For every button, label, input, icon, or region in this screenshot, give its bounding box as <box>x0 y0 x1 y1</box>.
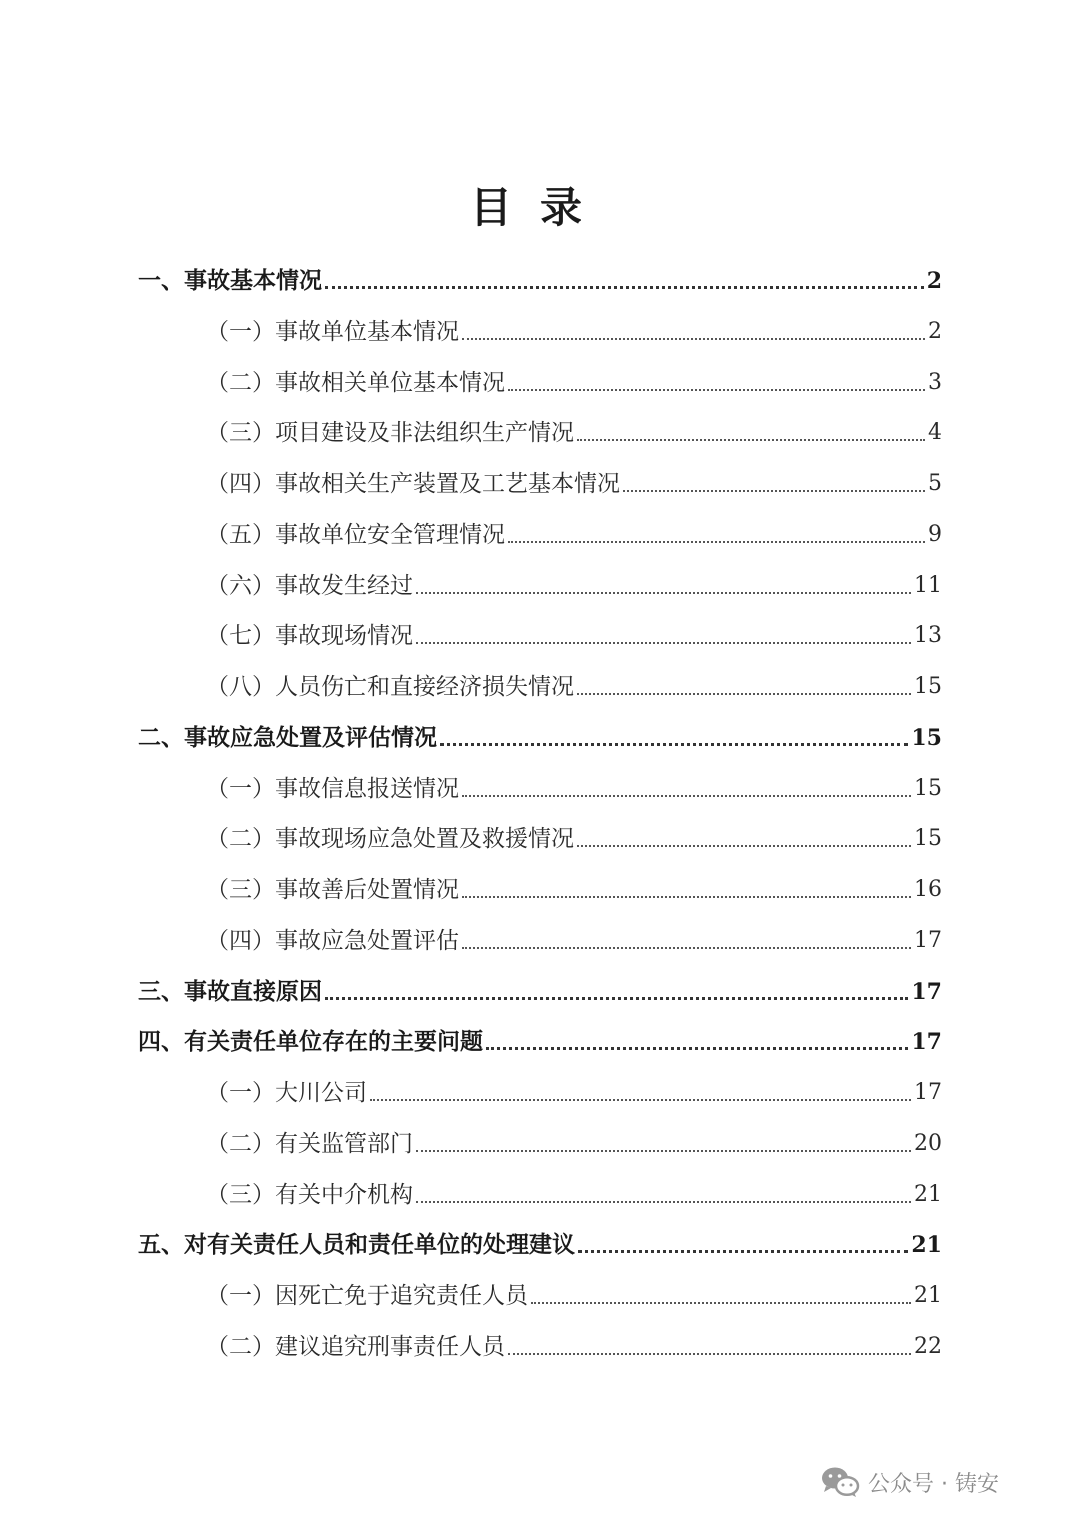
toc-dot-leader <box>462 795 911 797</box>
toc-entry-title: （四）事故相关生产装置及工艺基本情况 <box>206 471 620 497</box>
toc-dot-leader <box>416 592 911 594</box>
toc-entry[interactable] <box>206 1127 942 1161</box>
toc-entry[interactable] <box>138 975 942 1009</box>
toc-dot-leader <box>462 338 925 340</box>
toc-page-number: 15 <box>911 725 942 751</box>
toc-entry-title: 四、有关责任单位存在的主要问题 <box>138 1028 483 1055</box>
toc-dot-leader <box>486 1047 908 1050</box>
toc-entry[interactable] <box>138 1228 942 1262</box>
toc-entry[interactable] <box>206 772 942 806</box>
toc-page-number: 4 <box>928 420 942 445</box>
toc-entry-title: （三）项目建设及非法组织生产情况 <box>206 420 574 446</box>
wechat-icon <box>820 1465 860 1499</box>
toc-page-number: 16 <box>914 877 942 902</box>
toc-page-number: 17 <box>911 979 942 1005</box>
toc-dot-leader <box>462 896 911 898</box>
toc-entry-title: （一）事故单位基本情况 <box>206 319 459 345</box>
toc-entry[interactable] <box>206 416 942 450</box>
toc-dot-leader <box>325 997 908 1000</box>
toc-entry-title: （二）事故现场应急处置及救援情况 <box>206 826 574 852</box>
toc-page-number: 20 <box>914 1131 942 1156</box>
toc-entry-title: （七）事故现场情况 <box>206 623 413 649</box>
toc-entry-title: （二）事故相关单位基本情况 <box>206 370 505 396</box>
toc-page-number: 21 <box>914 1182 942 1207</box>
toc-dot-leader <box>578 1250 908 1253</box>
toc-dot-leader <box>416 1150 911 1152</box>
toc-entry[interactable] <box>206 619 942 653</box>
toc-dot-leader <box>577 693 911 695</box>
toc-page-number: 3 <box>928 370 942 395</box>
toc-dot-leader <box>370 1099 911 1101</box>
toc-page-number: 15 <box>914 674 942 699</box>
toc-entry-title: （二）有关监管部门 <box>206 1131 413 1157</box>
toc-entry[interactable] <box>206 315 942 349</box>
toc-page-number: 5 <box>928 471 942 496</box>
toc-entry[interactable] <box>206 873 942 907</box>
toc-dot-leader <box>508 1353 911 1355</box>
toc-dot-leader <box>325 286 924 289</box>
page-title: 目录 <box>469 183 610 232</box>
toc-entry[interactable] <box>206 1330 942 1364</box>
watermark-text: 公众号 · 铸安 <box>868 1471 999 1497</box>
toc-dot-leader <box>508 541 925 543</box>
toc-entry[interactable] <box>206 518 942 552</box>
toc-entry[interactable] <box>206 366 942 400</box>
toc-page-number: 15 <box>914 826 942 851</box>
toc-entry[interactable] <box>138 1025 942 1059</box>
toc-entry-title: （五）事故单位安全管理情况 <box>206 522 505 548</box>
toc-dot-leader <box>416 642 911 644</box>
toc-page-number: 21 <box>911 1232 942 1258</box>
toc-entry-title: （四）事故应急处置评估 <box>206 928 459 954</box>
toc-entry-title: （一）因死亡免于追究责任人员 <box>206 1283 528 1309</box>
toc-entry[interactable] <box>138 721 942 755</box>
toc-entry[interactable] <box>206 924 942 958</box>
toc-page-number: 17 <box>914 928 942 953</box>
toc-entry[interactable] <box>206 1279 942 1313</box>
toc-dot-leader <box>508 389 925 391</box>
toc-entry[interactable] <box>206 1076 942 1110</box>
toc-page-number: 9 <box>928 522 942 547</box>
toc-page-number: 22 <box>914 1334 942 1359</box>
watermark <box>820 1462 999 1502</box>
toc-entry-title: 三、事故直接原因 <box>138 978 322 1005</box>
toc-entry-title: （三）有关中介机构 <box>206 1182 413 1208</box>
toc-entry-title: 五、对有关责任人员和责任单位的处理建议 <box>138 1231 575 1258</box>
toc-page-number: 17 <box>911 1029 942 1055</box>
toc-entry-title: 二、事故应急处置及评估情况 <box>138 724 437 751</box>
toc-entry-title: （一）大川公司 <box>206 1080 367 1106</box>
toc-page-number: 11 <box>914 573 942 598</box>
toc-entry-title: （三）事故善后处置情况 <box>206 877 459 903</box>
toc-dot-leader <box>416 1201 911 1203</box>
toc-entry[interactable] <box>206 1178 942 1212</box>
toc-entry[interactable] <box>206 670 942 704</box>
toc-entry-title: 一、事故基本情况 <box>138 267 322 294</box>
toc-entry[interactable] <box>206 569 942 603</box>
toc-entry-title: （二）建议追究刑事责任人员 <box>206 1334 505 1360</box>
toc-dot-leader <box>531 1302 911 1304</box>
toc-page-number: 17 <box>914 1080 942 1105</box>
toc-entry[interactable] <box>206 467 942 501</box>
toc-entry[interactable] <box>138 264 942 298</box>
toc-dot-leader <box>623 490 925 492</box>
toc-dot-leader <box>462 947 911 949</box>
toc-page-number: 15 <box>914 776 942 801</box>
toc-entry-title: （八）人员伤亡和直接经济损失情况 <box>206 674 574 700</box>
toc-dot-leader <box>577 439 925 441</box>
toc-page-number: 13 <box>914 623 942 648</box>
toc-entry-title: （一）事故信息报送情况 <box>206 776 459 802</box>
toc-dot-leader <box>577 845 911 847</box>
toc-dot-leader <box>440 743 908 746</box>
toc-entry[interactable] <box>206 822 942 856</box>
toc-page-number: 2 <box>928 319 942 344</box>
toc-page-number: 21 <box>914 1283 942 1308</box>
toc-page-number: 2 <box>926 268 942 294</box>
toc-entry-title: （六）事故发生经过 <box>206 573 413 599</box>
